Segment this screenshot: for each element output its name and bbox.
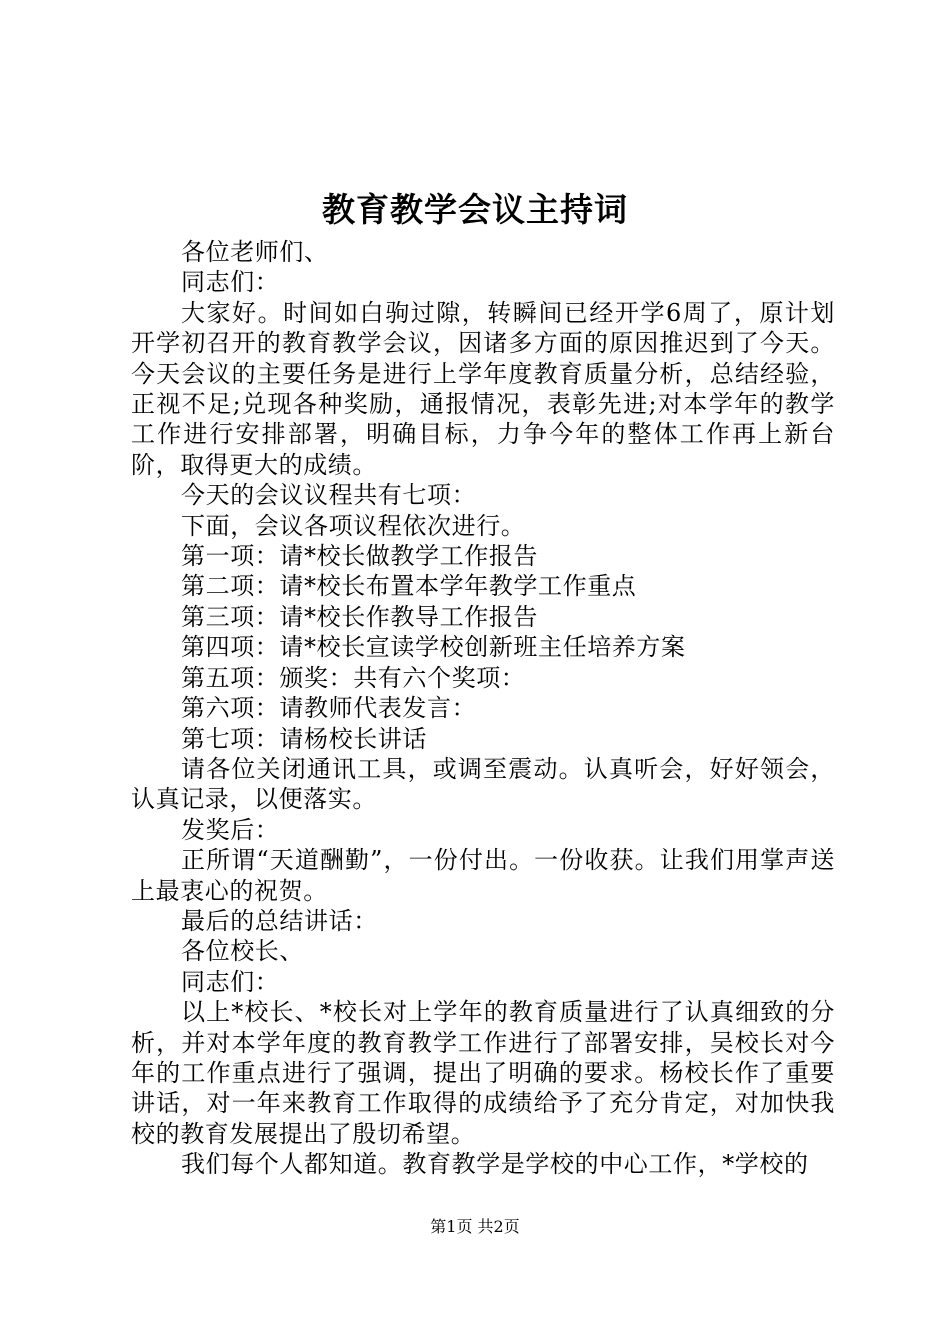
agenda-item: 第七项：请杨校长讲话	[181, 724, 427, 753]
agenda-item: 第二项：请*校长布置本学年教学工作重点	[181, 572, 637, 601]
agenda-item: 第三项：请*校长作教导工作报告	[181, 602, 538, 631]
paragraph: 同志们：	[181, 268, 280, 297]
paragraph: 以上*校长、*校长对上学年的教育质量进行了认真细致的分析，并对本学年度的教育教学工作进行了部署安排，吴校长对今年的工作重点进行了强调，提出了明确的要求。杨校长作了重要讲话，对一年来教育工作取得的成绩给予了充分肯定，对加快我校的教育发展提出了殷切希望。	[131, 998, 835, 1148]
paragraph: 各位老师们、	[181, 238, 329, 266]
agenda-item: 第五项：颁奖：共有六个奖项：	[181, 663, 526, 692]
document-title: 教育教学会议主持词	[322, 190, 628, 229]
agenda-item: 第六项：请教师代表发言：	[181, 694, 477, 723]
paragraph: 我们每个人都知道。教育教学是学校的中心工作，*学校的	[181, 1150, 809, 1179]
agenda-item: 第四项：请*校长宣读学校创新班主任培养方案	[181, 633, 686, 662]
page-number-footer: 第1页 共2页	[430, 1217, 520, 1236]
paragraph: 同志们：	[181, 967, 280, 996]
paragraph: 今天的会议议程共有七项：	[181, 481, 477, 510]
paragraph: 各位校长、	[181, 937, 304, 966]
paragraph: 大家好。时间如白驹过隙，转瞬间已经开学6周了，原计划开学初召开的教育教学会议，因诸多方面的原因推迟到了今天。今天会议的主要任务是进行上学年度教育质量分析，总结经验，正视不足;兑现各种奖励，通报情况，表彰先进;对本学年的教学工作进行安排部署，明确目标，力争今年的整体工作再上新台阶，取得更大的成绩。	[131, 298, 835, 479]
paragraph: 正所谓“天道酬勤”，一份付出。一份收获。让我们用掌声送上最衷心的祝贺。	[131, 846, 835, 905]
document-body	[131, 237, 835, 1180]
paragraph: 请各位关闭通讯工具，或调至震动。认真听会，好好领会，认真记录，以便落实。	[131, 754, 835, 814]
paragraph: 发奖后：	[181, 815, 280, 844]
agenda-item: 第一项：请*校长做教学工作报告	[181, 542, 538, 571]
paragraph: 下面，会议各项议程依次进行。	[181, 511, 526, 540]
paragraph: 最后的总结讲话：	[181, 906, 378, 935]
